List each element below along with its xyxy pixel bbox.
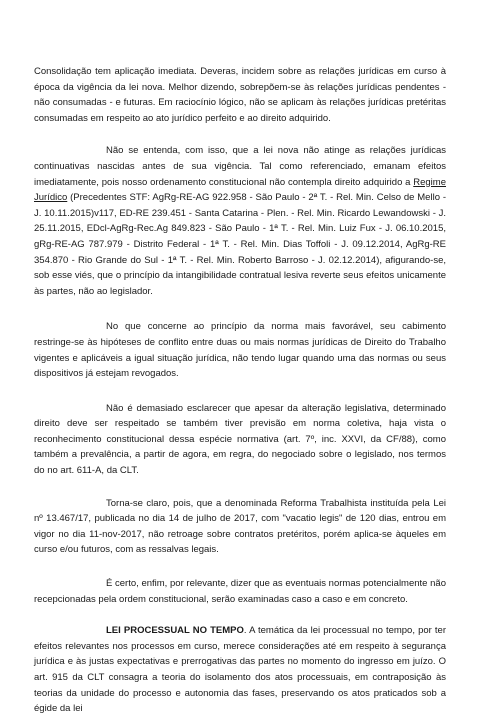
paragraph-more-favorable-norm: No que concerne ao princípio da norma mais favorável, seu cabimento restringe-se às hipóteses de conflito entre duas ou mais normas jurídicas de Direito do Trabalho vigentes e aplicáveis a igual situação jurídica, não tendo lugar quando uma das normas ou seus dispositivos já estejam revogados. xyxy=(34,321,446,380)
paragraph-labor-reform: Torna-se claro, pois, que a denominada Reforma Trabalhista instituída pela Lei nº 13.467/17, publicada no dia 14 de julho de 2017, com "vacatio legis" de 120 dias, entrou em vigor no dia 11-nov-2017, não retroage sobre contratos pretéritos, porém aplica-se àqueles em curso e/ou futuros, com as ressalvas legais. xyxy=(34,497,446,556)
paragraph-procedural-law xyxy=(34,623,446,717)
paragraph-text: (Precedentes STF: AgRg-RE-AG 922.958 - São Paulo - 2ª T. - Rel. Min. Celso de Mello - J. 10.11.2015)v117, ED-RE 239.451 - Santa Catarina - Plen. - Rel. Min. Ricardo Lewandowski - J. 25.11.2015, EDcl-AgRg-Rec.Ag 849.823 - São Paulo - 1ª T. - Rel. Min. Luiz Fux - J. 06.10.2015, gRg-RE-AG 787.979 - Distrito Federal - 1ª T. - Rel. Min. Dias Toffoli - J. 09.12.2014, AgRg-RE 354.870 - Rio Grande do Sul - 1ª T. - Rel. Min. Roberto Barroso - J. 02.12.2014), afigurando-se, sob esse viés, que o princípio da intangibilidade contratual lesiva reverte seus efeitos unicamente às partes, não ao legislador. xyxy=(34,192,446,297)
section-heading: LEI PROCESSUAL NO TEMPO xyxy=(106,625,244,637)
regime-juridico-underlined: Regime Jurídico xyxy=(34,176,446,204)
paragraph-text: . A temática da lei processual no tempo, por ter efeitos relevantes nos processos em curso, merece considerações até em respeito à segurança jurídica e às justas expectativas e prerrogativas das partes no momento do ingresso em juízo. O art. 915 da CLT consagra a teoria do isolamento dos atos processuais, em contraposição às teorias da unidade do processo e autonomia das fases, preservando os atos praticados sob a égide da lei xyxy=(34,625,446,715)
paragraph-collective-norm: Não é demasiado esclarecer que apesar da alteração legislativa, determinado direito deve ser respeitado se também tiver previsão em norma coletiva, haja vista o reconhecimento constitucional dessa espécie normativa (art. 7º, inc. XXVI, da CF/88), como também a prevalência, a partir de agora, em regra, do negociado sobre o legislado, nos termos do no art. 611-A, da CLT. xyxy=(34,402,446,477)
paragraph-text: Não se entenda, com isso, que a lei nova não atinge as relações jurídicas continuativas nascidas antes de sua vigência. Tal como referenciado, emanam efeitos imediatamente, pois nosso ordenamento constitucional não contempla direito adquirido a xyxy=(34,145,446,188)
paragraph-continuing-relations xyxy=(34,143,446,299)
paragraph-constitutional-review: É certo, enfim, por relevante, dizer que as eventuais normas potencialmente não recepcionadas pela ordem constitucional, serão examinadas caso a caso e em concreto. xyxy=(34,578,446,605)
paragraph-immediate-application: Consolidação tem aplicação imediata. Deveras, incidem sobre as relações jurídicas em curso à época da vigência da lei nova. Melhor dizendo, sobrepõem-se às relações jurídicas pendentes - não consumadas - e futuras. Em raciocínio lógico, não se aplicam às relações jurídicas pretéritas consumadas em respeito ao ato jurídico perfeito e ao direito adquirido. xyxy=(34,66,446,124)
